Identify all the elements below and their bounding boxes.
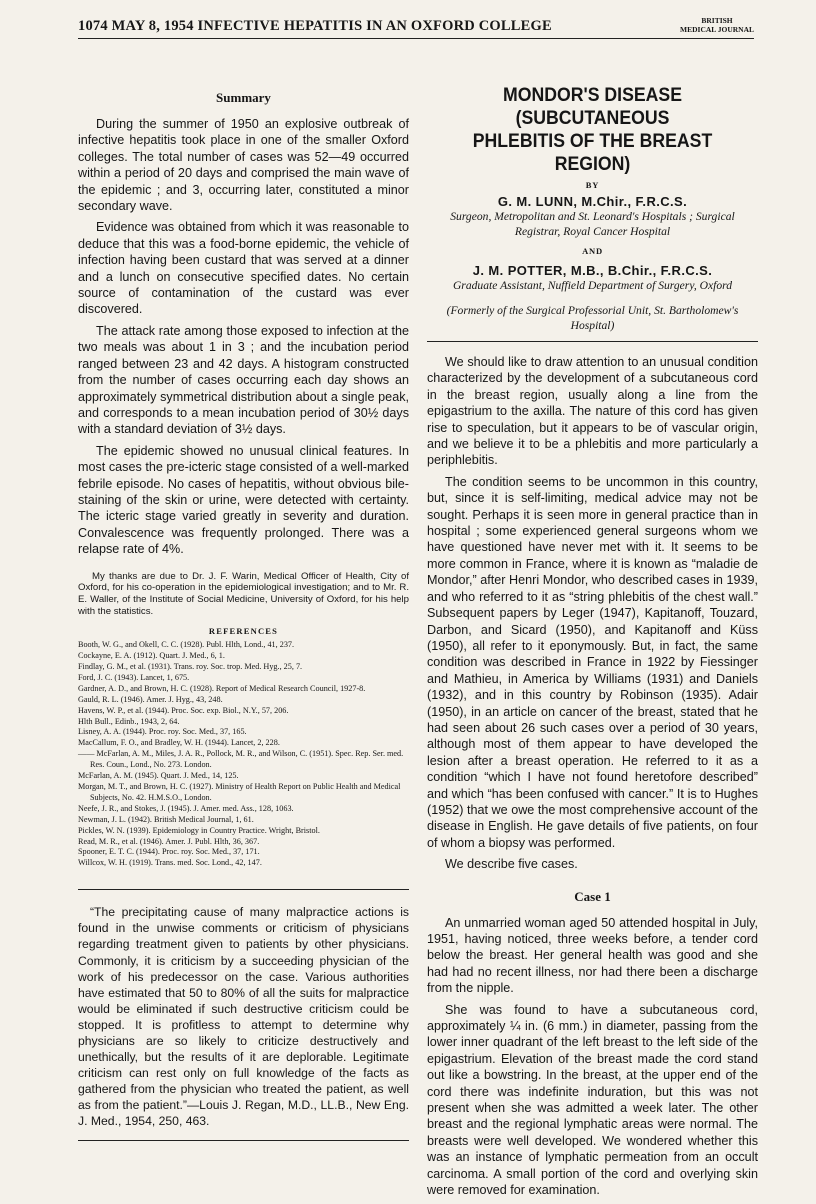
reference-item: MacCallum, F. O., and Bradley, W. H. (1944). Lancet, 2, 228. xyxy=(78,738,280,748)
reference-item: —— McFarlan, A. M., Miles, J. A. R., Pollock, M. R., and Wilson, C. (1951). Spec. Rep. Ser. med. Res. Coun., Lond., No. 273. London. xyxy=(78,749,404,770)
right-column xyxy=(427,52,758,1204)
reference-item: McFarlan, A. M. (1945). Quart. J. Med., 14, 125. xyxy=(78,771,239,781)
malpractice-quote: “The precipitating cause of many malpractice actions is found in the unwise comments or criticism of physicians regarding treatment given to patients by other physicians. Commonly, it is criticism by a succeeding physician of the work of his predecessor on the case. Various authorities have estimated that 50 to 80% of all the suits for malpractice would be eliminated if such destructive criticism could be stopped. It is profitless to attempt to determine why physicians are so likely to criticize destructively and unethically, but the results of it are deplorable. Legitimate criticism can rest only on full knowledge of the facts as gathered from the physician who treated the patient, as well as from the patient.”—Louis J. Regan, M.D., LL.B., New Eng. J. Med., 1954, 250, 463. xyxy=(78,905,409,1129)
author-name: J. M. POTTER, M.B., B.Chir., F.R.C.S. xyxy=(472,263,713,278)
summary-paragraph: The epidemic showed no unusual clinical features. In most cases the pre-icteric stage consisted of a well-marked febrile episode. No cases of hepatitis, without obvious bile-staining of the skin or urine, were detected with certainty. The icteric stage varied greatly in severity and duration. Convalescence was frequently prolonged. There was a relapse rate of 4%. xyxy=(78,443,409,557)
case-heading: Case 1 xyxy=(574,888,611,904)
references-list xyxy=(78,640,409,869)
divider xyxy=(78,1140,409,1141)
reference-item: Cockayne, E. A. (1912). Quart. J. Med., 6, 1. xyxy=(78,651,225,661)
summary-heading: Summary xyxy=(216,90,271,105)
references-heading: REFERENCES xyxy=(208,626,279,637)
page-header-line: 1074 MAY 8, 1954 INFECTIVE HEPATITIS IN AN OXFORD COLLEGE xyxy=(78,18,552,34)
summary-paragraph: The attack rate among those exposed to infection at the two meals was about 1 in 3 ; and the incubation period ranged between 23 and 42 days. A histogram constructed from the number of cases occurring each day shows an approximately symmetrical distribution about a single peak, and corresponds to a mean incubation period of 30½ days with a standard deviation of 3½ days. xyxy=(78,323,409,437)
reference-item: Ford, J. C. (1943). Lancet, 1, 675. xyxy=(78,672,190,682)
journal-name-top: BRITISH xyxy=(701,16,733,25)
reference-item: Newman, J. L. (1942). British Medical Journal, 1, 61. xyxy=(78,814,254,824)
acknowledgment: My thanks are due to Dr. J. F. Warin, Medical Officer of Health, City of Oxford, for his co-operation in the epidemiological investigation; and to Mr. R. E. Waller, of the Institute of Social Medicine, University of Oxford, for his help with the statistics. xyxy=(78,570,409,618)
reference-item: Hlth Bull., Edinb., 1943, 2, 64. xyxy=(78,716,180,726)
byline-and: AND xyxy=(582,246,603,256)
reference-item: Pickles, W. N. (1939). Epidemiology in Country Practice. Wright, Bristol. xyxy=(78,825,320,835)
running-header xyxy=(78,14,754,39)
journal-name-bottom: MEDICAL JOURNAL xyxy=(680,25,754,34)
reference-item: Gauld, R. L. (1946). Amer. J. Hyg., 43, 248. xyxy=(78,694,223,704)
article-paragraph: The condition seems to be uncommon in this country, but, since it is self-limiting, medical advice may not be sought. Perhaps it is seen more in general practice than in hospital ; some experienced general surgeons whom we have questioned have never met with it. It seems to be more common in France, where it is known as “maladie de Mondor,” after Henri Mondor, who described cases in 1939, and who referred to it as “string phlebitis of the chest wall.” Subsequent papers by Leger (1947), Kapitanoff, Touzard, Darbon, and Sicard (1950), and Kapitanoff and Küss (1950), all refer to it eponymously. But, in fact, the same condition was described in France in 1922 by Fiessinger and Mathieu, in America by Williams (1931) and Daniels (1932), and in this country by Robinson (1935). Adair (1950), in an article on cancer of the breast, stated that he had seen about 26 such cases over a period of 30 years, although most of them appear to have developed the lesion after a breast operation. He referred to it as a condition “which I have not found heretofore described” and which “has been confused with cancer.” It is to Hughes (1952) that we owe the most comprehensive account of the disease in English. He gave details of five patients, on four of whom a biopsy was performed. xyxy=(427,474,758,850)
case-paragraph: An unmarried woman aged 50 attended hospital in July, 1951, having noticed, three weeks before, a tender cord below the breast. Her general health was good and she had had no recent illness, nor had there been a discharge from the nipple. xyxy=(427,915,758,996)
article-paragraph: We should like to draw attention to an unusual condition characterized by the development of a subcutaneous cord in the breast region, usually along a line from the epigastrium to the axilla. The nature of this cord has given rise to speculation, but it appears to be of vascular origin, and we believe it to be a phlebitis and more particularly a periphlebitis. xyxy=(427,355,758,468)
summary-paragraph: Evidence was obtained from which it was reasonable to deduce that this was a food-borne epidemic, the vehicle of infection having been custard that was served at a dinner and a lunch on consecutive specified dates. No certain source of contamination of the custard was ever discovered. xyxy=(78,220,409,317)
reference-item: Read, M. R., et al. (1946). Amer. J. Publ. Hlth, 36, 367. xyxy=(78,836,260,846)
reference-item: Morgan, M. T., and Brown, H. C. (1927). Ministry of Health Report on Public Health and Medical Subjects, No. 42. H.M.S.O., London. xyxy=(78,781,401,802)
reference-item: Gardner, A. D., and Brown, H. C. (1928). Report of Medical Research Council, 1927-8. xyxy=(78,683,366,693)
reference-item: Lisney, A. A. (1944). Proc. roy. Soc. Med., 37, 165. xyxy=(78,727,247,737)
author-name: G. M. LUNN, M.Chir., F.R.C.S. xyxy=(497,194,688,209)
reference-item: Findlay, G. M., et al. (1931). Trans. roy. Soc. trop. Med. Hyg., 25, 7. xyxy=(78,662,303,671)
author-affiliation: Graduate Assistant, Nuffield Department of Surgery, Oxford xyxy=(452,279,733,292)
article-paragraph: We describe five cases. xyxy=(445,857,578,872)
reference-item: Spooner, E. T. C. (1944). Proc. roy. Soc. Med., 37, 171. xyxy=(78,847,260,857)
case-paragraph: She was found to have a subcutaneous cord, approximately ¼ in. (6 mm.) in diameter, passing from the lower inner quadrant of the left breast to the left side of the epigastrium. Elevation of the breast made the cord stand out like a bowstring. In the breast, at the upper end of the cord there was indefinite induration, but this was not present when she was admitted a week later. The other breast and the regional lymphatic areas were normal. The breasts were well developed. We wondered whether this was an instance of lymphatic permeation from an occult carcinoma. A small portion of the cord and overlying skin were removed for examination. xyxy=(427,1002,758,1198)
journal-name xyxy=(680,16,754,34)
byline-by: BY xyxy=(585,180,600,190)
summary-paragraph: During the summer of 1950 an explosive outbreak of infective hepatitis took place in one of the smaller Oxford colleges. The total number of cases was 52—49 occurred within a period of 20 days and comprised the main wave of the epidemic ; and 3, occurring later, constituted a minor secondary wave. xyxy=(78,117,409,214)
reference-item: Booth, W. G., and Okell, C. C. (1928). Publ. Hlth, Lond., 41, 237. xyxy=(78,640,295,650)
reference-item: Havens, W. P., et al. (1944). Proc. Soc. exp. Biol., N.Y., 57, 206. xyxy=(78,705,289,715)
left-column xyxy=(78,52,409,1141)
article-title-line: MONDOR'S DISEASE (SUBCUTANEOUS xyxy=(503,85,682,129)
article-title-line: PHLEBITIS OF THE BREAST REGION) xyxy=(472,131,713,175)
former-affiliation: (Formerly of the Surgical Professorial Unit, St. Bartholomew's Hospital) xyxy=(446,304,739,332)
reference-item: Neefe, J. R., and Stokes, J. (1945). J. Amer. med. Ass., 128, 1063. xyxy=(78,803,294,813)
reference-item: Willcox, W. H. (1919). Trans. med. Soc. Lond., 42, 147. xyxy=(78,858,262,868)
author-affiliation: Surgeon, Metropolitan and St. Leonard's Hospitals ; Surgical Registrar, Royal Cancer Hospital xyxy=(450,210,735,238)
